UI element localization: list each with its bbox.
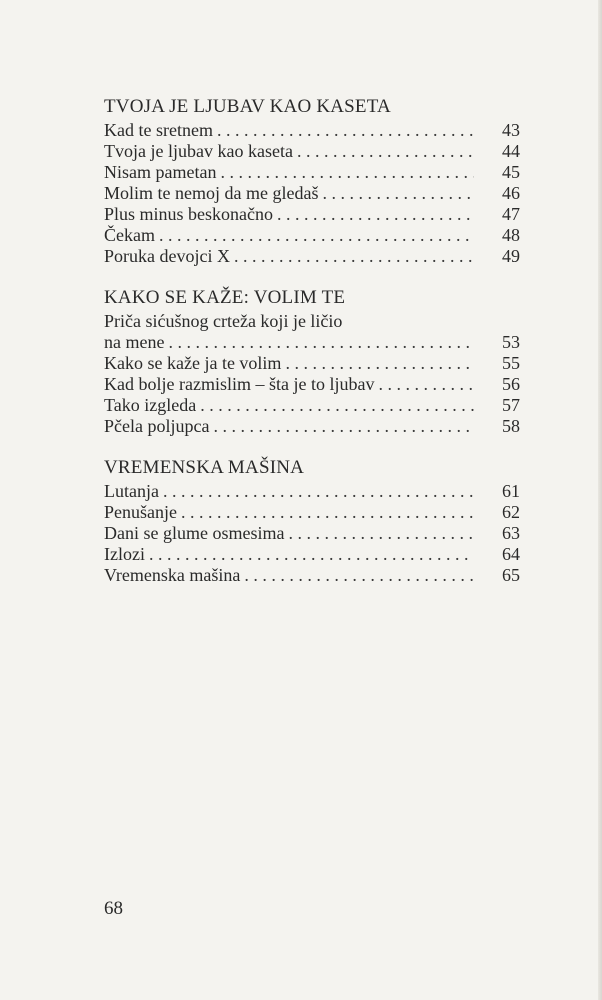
entry-page: 65 [502,565,520,585]
toc-section [104,457,520,586]
dot-leader [322,183,474,204]
dot-leader [277,204,474,225]
entry-title: Kako se kaže ja te volim [104,353,282,373]
entry-page: 49 [502,246,520,266]
dot-leader [244,565,474,586]
entry-page: 63 [502,523,520,543]
toc-entry [104,120,520,141]
entry-title: Nisam pametan [104,162,217,182]
entry-page: 55 [502,353,520,373]
dot-leader [285,353,474,374]
dot-leader [378,374,474,395]
table-of-contents [104,96,520,606]
entry-page: 57 [502,395,520,415]
dot-leader [220,162,474,183]
toc-entry [104,183,520,204]
dot-leader [217,120,474,141]
entry-page: 45 [502,162,520,182]
dot-leader [288,523,474,544]
dot-leader [234,246,474,267]
entry-title: Čekam [104,225,155,245]
toc-entry [104,502,520,523]
toc-entry [104,395,520,416]
entry-page: 46 [502,183,520,203]
toc-entry [104,481,520,502]
toc-entry [104,204,520,225]
toc-entry [104,141,520,162]
entry-page: 64 [502,544,520,564]
toc-entry [104,565,520,586]
entry-title: Plus minus beskonačno [104,204,273,224]
entry-page: 47 [502,204,520,224]
toc-entry [104,544,520,565]
toc-entry [104,332,520,353]
toc-section [104,96,520,267]
entry-page: 62 [502,502,520,522]
section-title: TVOJA JE LJUBAV KAO KASETA [104,96,391,117]
toc-entry [104,225,520,246]
entry-title: Molim te nemoj da me gledaš [104,183,319,203]
toc-entry [104,416,520,437]
entry-page: 56 [502,374,520,394]
entry-title: na mene [104,332,165,352]
dot-leader [149,544,474,565]
toc-entry [104,523,520,544]
toc-entry [104,353,520,374]
entry-title: Kad te sretnem [104,120,213,140]
dot-leader [159,225,474,246]
dot-leader [168,332,474,353]
entry-title: Kad bolje razmislim – šta je to ljubav [104,374,375,394]
dot-leader [200,395,474,416]
dot-leader [163,481,474,502]
dot-leader [297,141,474,162]
entry-title: Penušanje [104,502,177,522]
toc-entry [104,311,520,332]
toc-entry [104,162,520,183]
entry-title: Tako izgleda [104,395,197,415]
dot-leader [213,416,474,437]
entry-page: 58 [502,416,520,436]
toc-section [104,287,520,437]
entry-title: Poruka devojci X [104,246,230,266]
entry-title: Tvoja je ljubav kao kaseta [104,141,293,161]
page-number: 68 [104,898,123,919]
page-edge [598,0,602,1000]
entry-title: Vremenska mašina [104,565,241,585]
entry-title: Priča sićušnog crteža koji je ličio [104,311,343,331]
dot-leader [181,502,474,523]
entry-title: Izlozi [104,544,145,564]
entry-title: Pčela poljupca [104,416,210,436]
section-title: KAKO SE KAŽE: VOLIM TE [104,287,346,308]
section-title: VREMENSKA MAŠINA [104,457,305,478]
entry-page: 44 [502,141,520,161]
toc-entry [104,246,520,267]
entry-page: 43 [502,120,520,140]
entry-title: Dani se glume osmesima [104,523,285,543]
entry-page: 48 [502,225,520,245]
entry-page: 53 [502,332,520,352]
entry-page: 61 [502,481,520,501]
toc-entry [104,374,520,395]
entry-title: Lutanja [104,481,159,501]
